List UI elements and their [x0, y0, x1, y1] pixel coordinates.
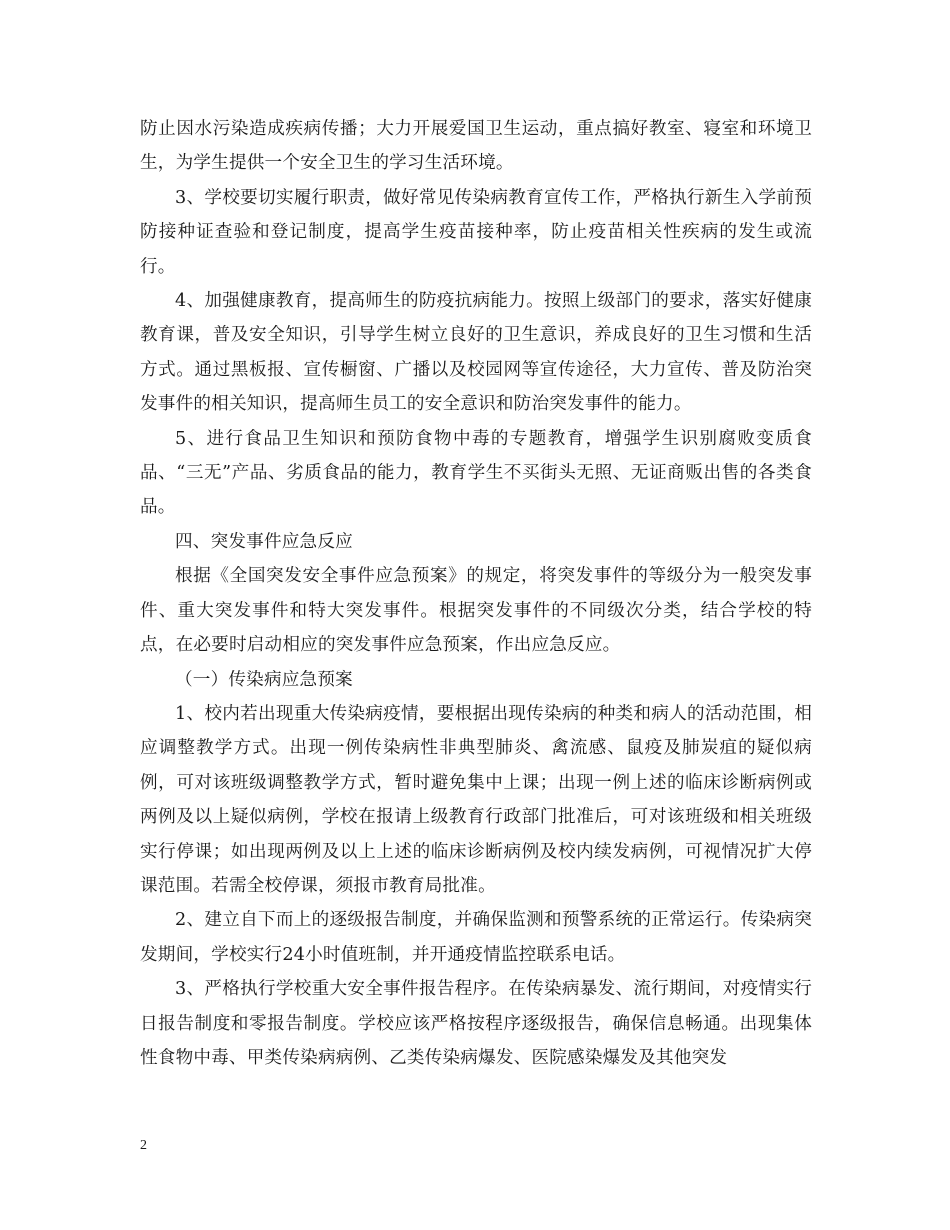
paragraph-4: 5、进行食品卫生知识和预防食物中毒的专题教育，增强学生识别腐败变质食品、“三无”产品、劣质食品的能力，教育学生不买街头无照、无证商贩出售的各类食品。	[140, 428, 812, 518]
paragraph-5: 根据《全国突发安全事件应急预案》的规定，将突发事件的等级分为一般突发事件、重大突发事件和特大突发事件。根据突发事件的不同级次分类，结合学校的特点，在必要时启动相应的突发事件应急预案，作出应急反应。	[140, 566, 812, 656]
section-heading: 四、突发事件应急反应	[175, 531, 353, 552]
paragraph-3: 4、加强健康教育，提高师生的防疫抗病能力。按照上级部门的要求，落实好健康教育课，普及安全知识，引导学生树立良好的卫生意识，养成良好的卫生习惯和生活方式。通过黑板报、宣传橱窗、广播以及校园网等宣传途径，大力宣传、普及防治突发事件的相关知识，提高师生员工的安全意识和防治突发事件的能力。	[140, 291, 812, 415]
paragraph-1: 防止因水污染造成疾病传播；大力开展爱国卫生运动，重点搞好教室、寝室和环境卫生，为学生提供一个安全卫生的学习生活环境。	[140, 119, 812, 174]
subsection-heading: （一）传染病应急预案	[175, 669, 353, 690]
paragraph-2: 3、学校要切实履行职责，做好常见传染病教育宣传工作，严格执行新生入学前预防接种证查验和登记制度，提高学生疫苗接种率，防止疫苗相关性疾病的发生或流行。	[140, 187, 812, 277]
page-number: 2	[140, 1138, 147, 1153]
paragraph-7: 2、建立自下而上的逐级报告制度，并确保监测和预警系统的正常运行。传染病突发期间，学校实行24小时值班制，并开通疫情监控联系电话。	[140, 910, 812, 965]
paragraph-8: 3、严格执行学校重大安全事件报告程序。在传染病暴发、流行期间，对疫情实行日报告制度和零报告制度。学校应该严格按程序逐级报告，确保信息畅通。出现集体性食物中毒、甲类传染病病例、乙类传染病爆发、医院感染爆发及其他突发	[140, 979, 812, 1068]
document-body	[140, 112, 812, 1075]
paragraph-6: 1、校内若出现重大传染病疫情，要根据出现传染病的种类和病人的活动范围，相应调整教学方式。出现一例传染病性非典型肺炎、禽流感、鼠疫及肺炭疽的疑似病例，可对该班级调整教学方式，暂时避免集中上课；出现一例上述的临床诊断病例或两例及以上疑似病例，学校在报请上级教育行政部门批准后，可对该班级和相关班级实行停课；如出现两例及以上上述的临床诊断病例及校内续发病例，可视情况扩大停课范围。若需全校停课，须报市教育局批准。	[140, 703, 812, 896]
